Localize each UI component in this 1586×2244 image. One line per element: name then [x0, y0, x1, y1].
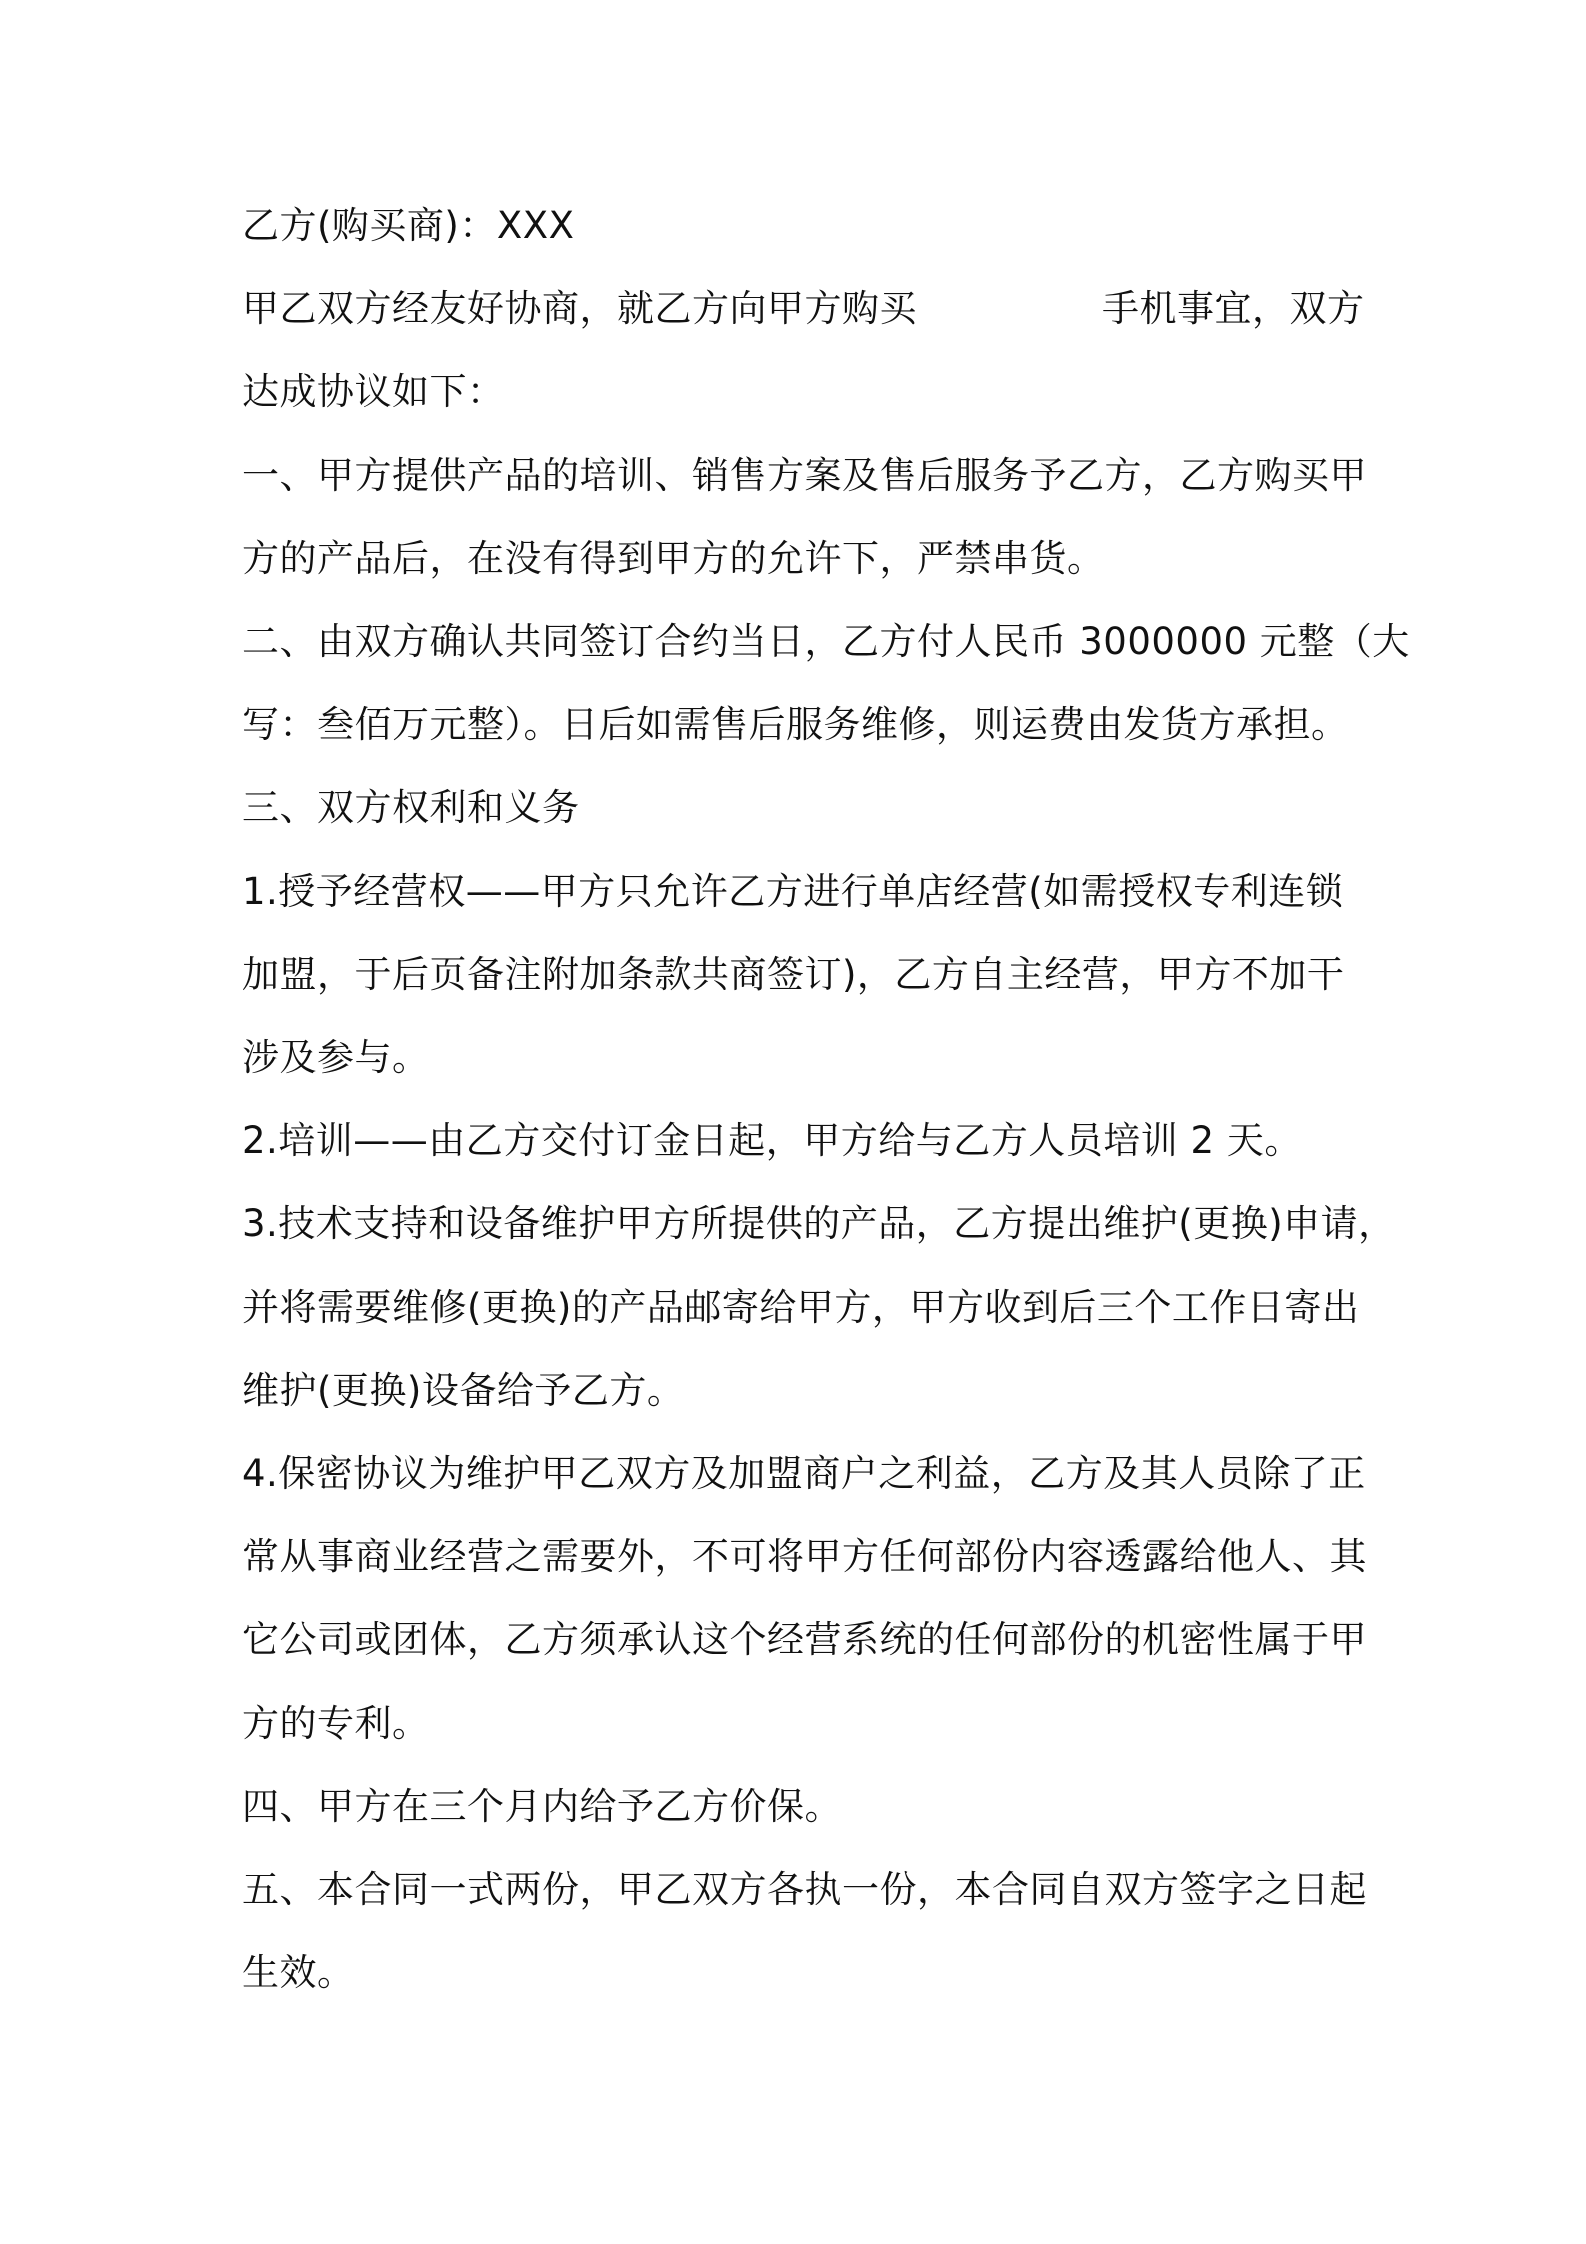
intro-text-end: 手机事宜，双方 — [1102, 287, 1365, 330]
buyer-line: 乙方(购买商)：XXX — [242, 204, 575, 247]
clause-2-line-2: 写：叁佰万元整）。日后如需售后服务维修，则运费由发货方承担。 — [242, 703, 1349, 746]
clause-1-line-2: 方的产品后，在没有得到甲方的允许下，严禁串货。 — [242, 537, 1105, 580]
intro-line — [242, 279, 1365, 339]
item-3-line-3: 维护(更换)设备给予乙方。 — [242, 1369, 685, 1412]
clause-1-line-1: 一、甲方提供产品的培训、销售方案及售后服务予乙方，乙方购买甲 — [242, 454, 1367, 497]
clause-4-line-1: 四、甲方在三个月内给予乙方价保。 — [242, 1785, 842, 1828]
item-3-line-1: 3.技术支持和设备维护甲方所提供的产品，乙方提出维护(更换)申请， — [242, 1202, 1396, 1245]
clause-2-line-1: 二、由双方确认共同签订合约当日，乙方付人民币 3000000 元整（大 — [242, 620, 1410, 663]
clause-5-line-1: 五、本合同一式两份，甲乙双方各执一份，本合同自双方签字之日起 — [242, 1868, 1367, 1911]
item-2-line-1: 2.培训——由乙方交付订金日起，甲方给与乙方人员培训 2 天。 — [242, 1119, 1302, 1162]
item-4-line-1: 4.保密协议为维护甲乙双方及加盟商户之利益，乙方及其人员除了正 — [242, 1452, 1366, 1495]
item-1-line-3: 涉及参与。 — [242, 1036, 430, 1079]
item-4-line-4: 方的专利。 — [242, 1702, 430, 1745]
item-1-line-1: 1.授予经营权——甲方只允许乙方进行单店经营(如需授权专利连锁 — [242, 870, 1344, 913]
item-4-line-3: 它公司或团体，乙方须承认这个经营系统的任何部份的机密性属于甲 — [242, 1618, 1367, 1661]
item-1-line-2: 加盟，于后页备注附加条款共商签订)，乙方自主经营，甲方不加干 — [242, 953, 1345, 996]
intro-line-2: 达成协议如下： — [242, 370, 505, 413]
item-4-line-2: 常从事商业经营之需要外，不可将甲方任何部份内容透露给他人、其 — [242, 1535, 1367, 1578]
clause-5-line-2: 生效。 — [242, 1951, 355, 1994]
intro-text-start: 甲乙双方经友好协商，就乙方向甲方购买 — [242, 287, 917, 330]
item-3-line-2: 并将需要维修(更换)的产品邮寄给甲方，甲方收到后三个工作日寄出 — [242, 1286, 1360, 1329]
clause-3-heading: 三、双方权利和义务 — [242, 786, 580, 829]
